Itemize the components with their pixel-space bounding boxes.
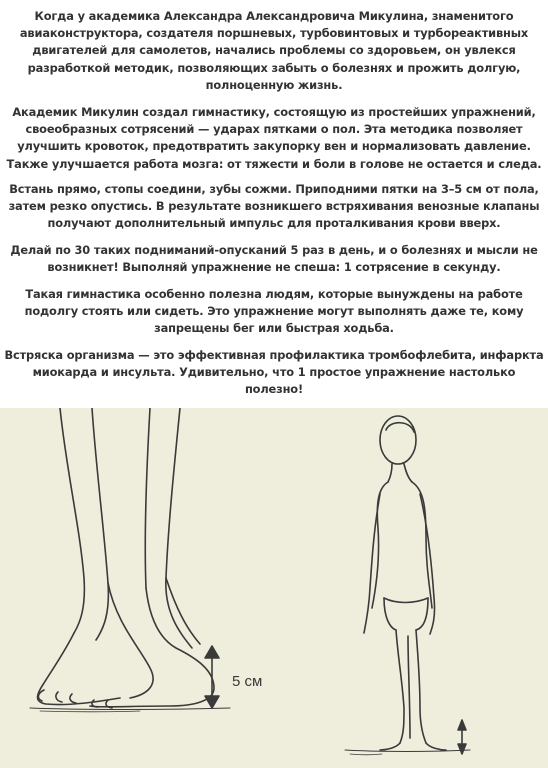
paragraph-who-benefits: Такая гимнастика особенно полезна людям, которые вынуждены на работе подолгу стоять или сидеть. Это упражнение могут выполнять даже те, кому запрещены бег или быстрая ходьба. xyxy=(24,287,524,336)
paragraph-instructions: Встань прямо, стопы соедини, зубы сожми. Приподними пятки на 3–5 см от пола, затем резко опустись. В результате возникшего встряхивания венозные клапаны получают дополнительный импульс для проталкивания крови вверх. xyxy=(8,182,540,231)
height-arrow-icon xyxy=(205,646,219,708)
paragraph-repetitions: Делай по 30 таких подниманий-опусканий 5 раз в день, и о болезнях и мысли не возникнет! Выполняй упражнение не спеша: 1 сотрясение в секунду. xyxy=(10,243,538,275)
small-height-arrow-icon xyxy=(458,720,466,754)
paragraph-conclusion: Встряска организма — это эффективная профилактика тромбофлебита, инфаркта миокарда и инсульта. Удивительно, что 1 простое упражнение настолько полезно! xyxy=(4,348,544,397)
paragraph-intro: Когда у академика Александра Александровича Микулина, знаменитого авиаконструктора, создателя поршневых, турбовинтовых и турбореактивных двигателей для самолетов, начались проблемы со здоровьем, он увлекся разработкой методик, позволяющих забыть о болезнях и прожить долгую, полноценную жизнь. xyxy=(19,9,529,92)
height-label: 5 см xyxy=(232,673,263,690)
feet-drawing xyxy=(30,408,230,712)
exercise-illustration xyxy=(0,408,548,768)
standing-person-drawing xyxy=(345,416,470,755)
illustration-drawing xyxy=(0,408,548,768)
paragraph-gymnastics: Академик Микулин создал гимнастику, состоящую из простейших упражнений, своеобразных сотрясений — ударах пятками о пол. Эта методика позволяет улучшить кровоток, предотвратить закупорку вен и нормализовать давление. Также улучшается работа мозга: от тяжести и боли в голове не остается и следа. xyxy=(6,105,542,171)
